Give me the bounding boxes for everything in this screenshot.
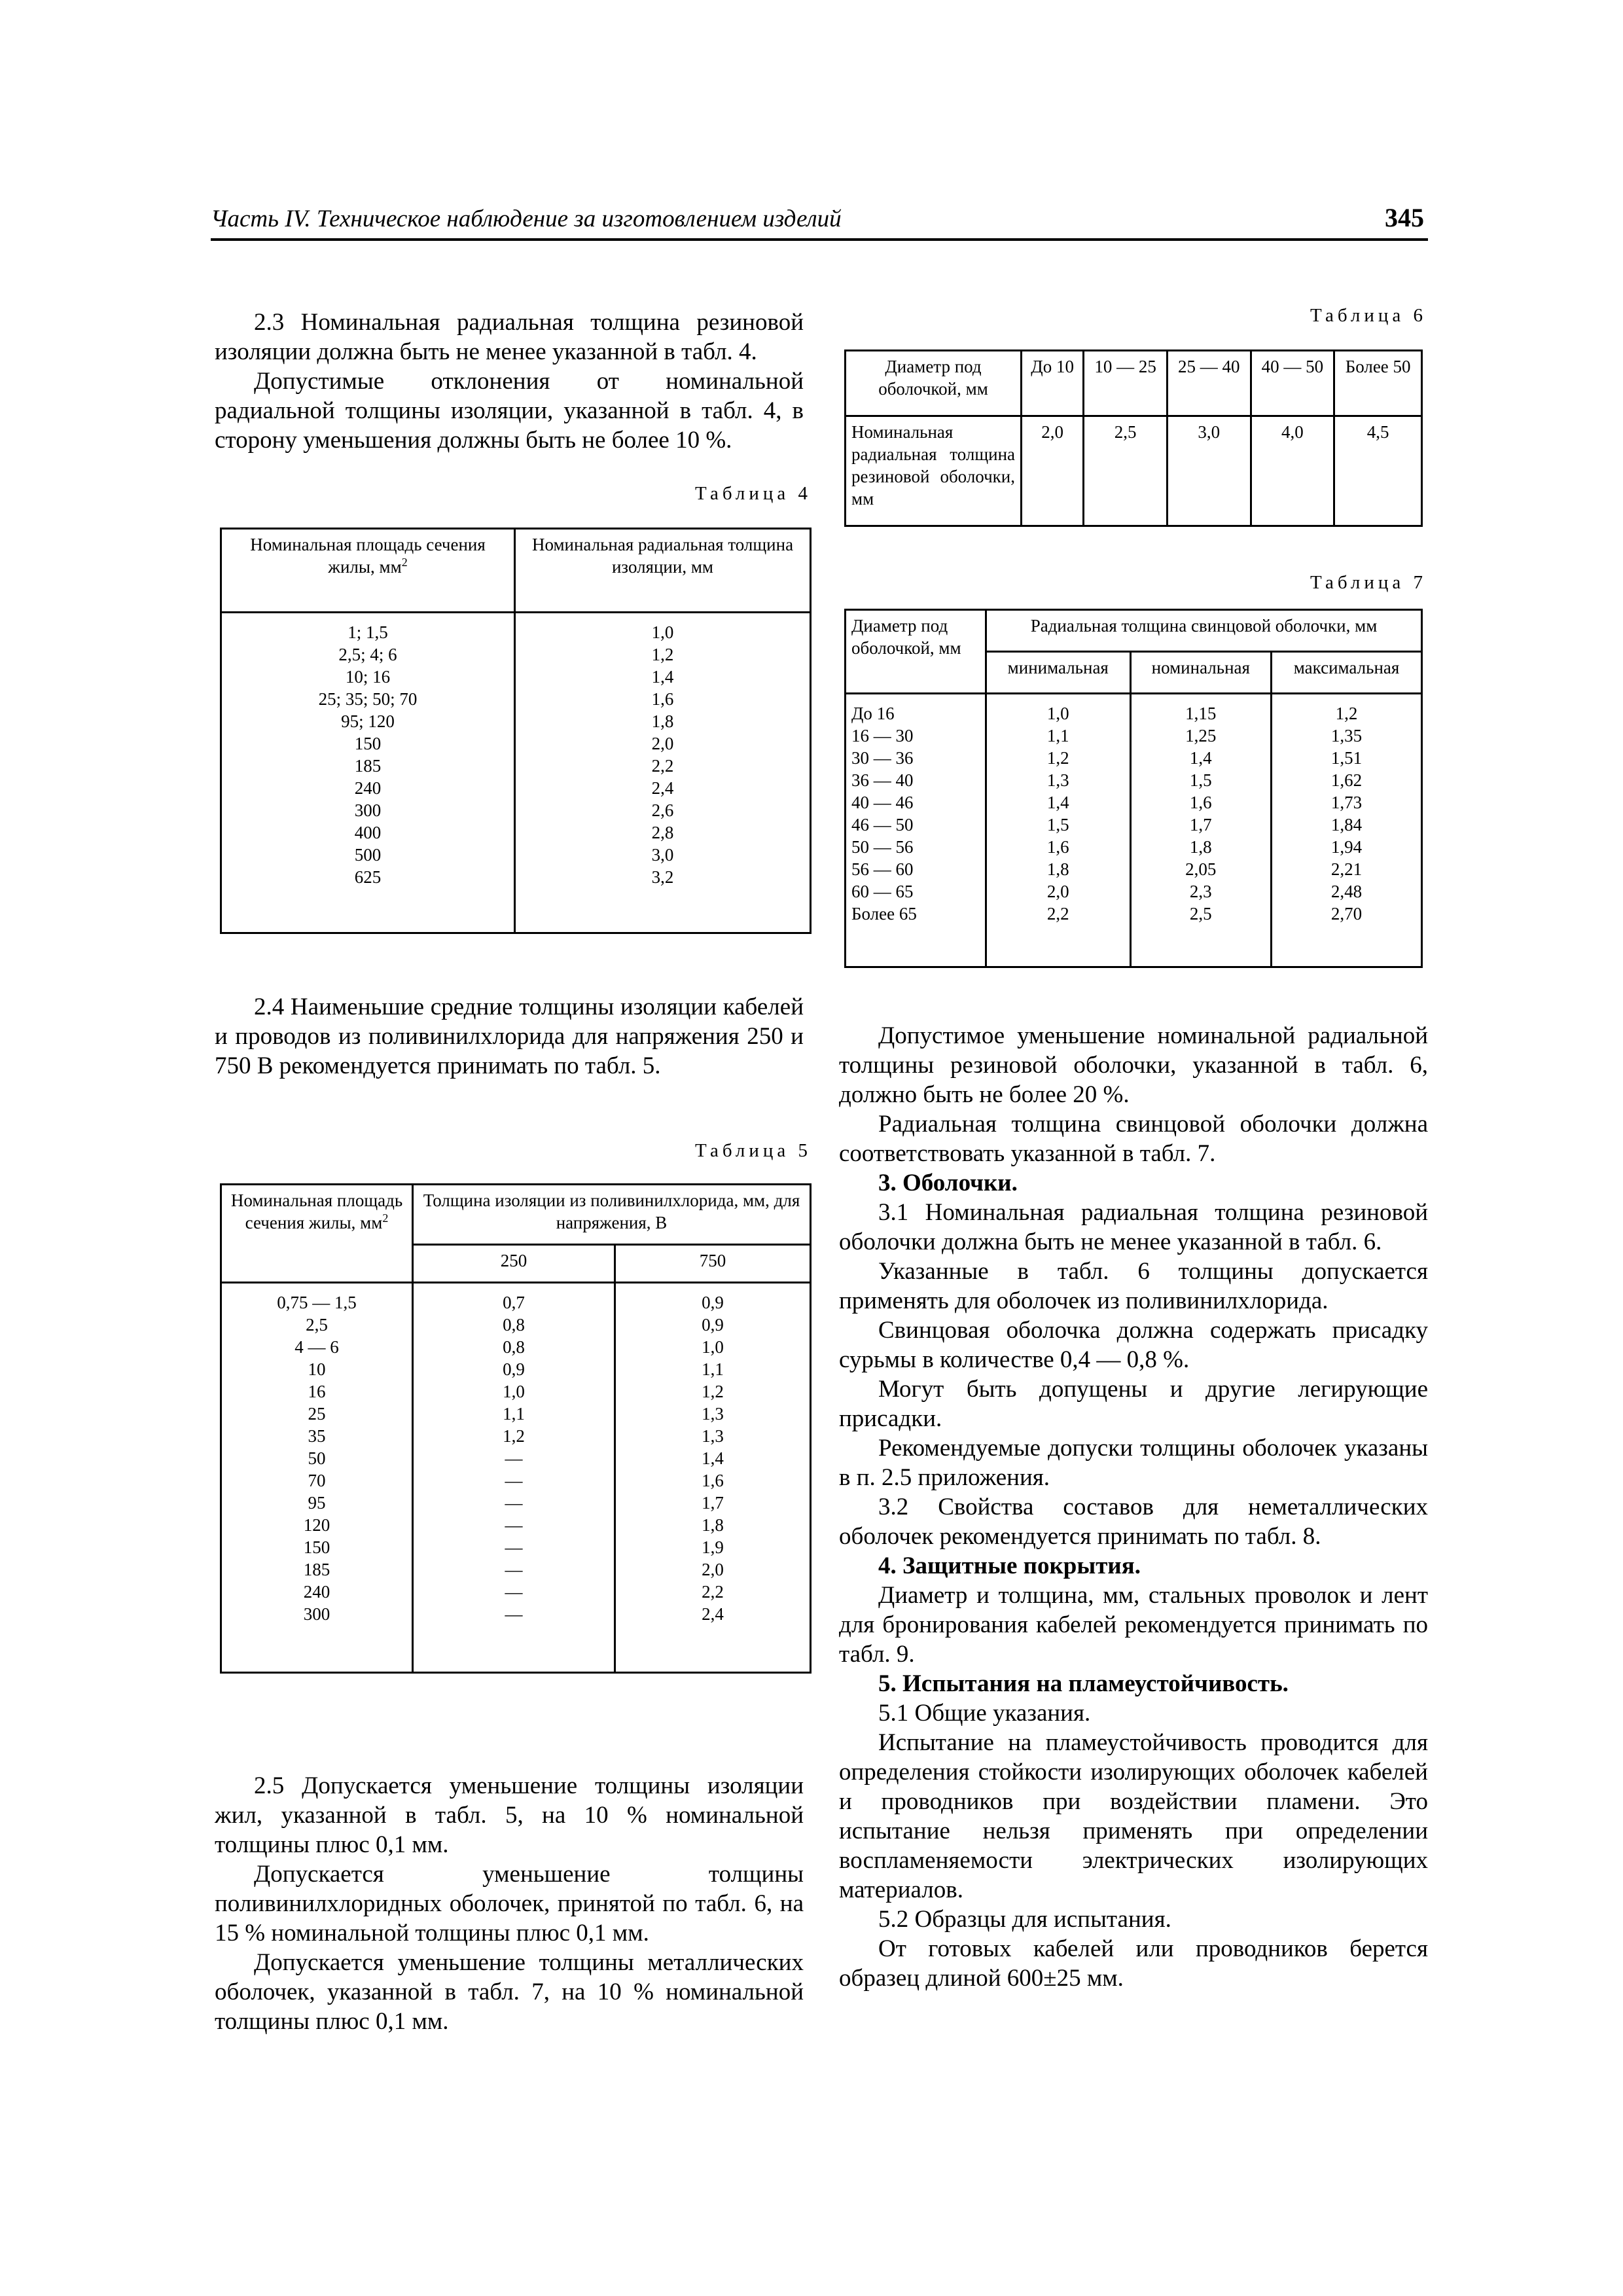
table-6-diameter-2: 10 — 25 [1084,351,1168,416]
table-6-thickness-3: 3,0 [1167,416,1251,526]
paragraph: Испытание на пламеустойчивость проводится для определения стойкости изолирующих оболочек кабелей и проводников при воздействии пламени. Это испытание нельзя применять при определении воспламеняемости электрических изолирующих материалов. [839,1729,1428,1903]
paragraph: Допускается уменьшение толщины металлических оболочек, указанной в табл. 7, на 10 % номинальной толщины плюс 0,1 мм. [215,1949,804,2035]
paragraph: Рекомендуемые допуски толщины оболочек указаны в п. 2.5 приложения. [839,1435,1428,1491]
paragraph: Свинцовая оболочка должна содержать присадку сурьмы в количестве 0,4 — 0,8 %. [839,1317,1428,1373]
table-7 [844,609,1423,968]
table-5-header-250: 250 [413,1245,615,1283]
paragraph: Могут быть допущены и другие легирующие присадки. [839,1376,1428,1432]
table-5-col-area: 0,75 — 1,5 2,5 4 — 6 10 16 25 35 50 70 95 120 150 185 240 300 [221,1283,413,1673]
heading-4: 4. Защитные покрытия. [878,1552,1141,1579]
table-5-header-area: Номинальная площадь сечения жилы, $мм^2$ [221,1185,413,1283]
header-title: Часть IV. Техническое наблюдение за изготовлением изделий [211,206,842,232]
paragraph: Диаметр и толщина, мм, стальных проволок и лент для бронирования кабелей рекомендуется принимать по табл. 9. [839,1582,1428,1668]
paragraph: Допустимое уменьшение номинальной радиальной толщины резиновой оболочки, указанной в табл. 6, должно быть не более 20 %. [839,1022,1428,1108]
table-6-thickness-2: 2,5 [1084,416,1168,526]
table-6-header-diameter: Диаметр под оболочкой, мм [846,351,1022,416]
table-7-col-min: 1,0 1,1 1,2 1,3 1,4 1,5 1,6 1,8 2,0 2,2 [986,694,1131,967]
table-7-header-thickness: Радиальная толщина свинцовой оболочки, мм [986,610,1422,652]
table-5-col-750: 0,9 0,9 1,0 1,1 1,2 1,3 1,3 1,4 1,6 1,7 1,8 1,9 2,0 2,2 2,4 [615,1283,811,1673]
table-4 [220,528,812,934]
section-2-4 [215,992,804,1081]
right-column-text [839,1021,1428,1993]
section-2-3 [215,308,804,455]
paragraph: 2.4 Наименьшие средние толщины изоляции кабелей и проводов из поливинилхлорида для напряжения 250 и 750 В рекомендуется принимать по табл. 5. [215,994,804,1079]
table-5 [220,1183,812,1674]
table-5-header-thickness: Толщина изоляции из поливинилхлорида, мм, для напряжения, В [413,1185,811,1245]
heading-3: 3. Оболочки. [878,1170,1018,1196]
section-2-5 [215,1771,804,2036]
table-6-thickness-5: 4,5 [1334,416,1422,526]
paragraph: 2.5 Допускается уменьшение толщины изоляции жил, указанной в табл. 5, на 10 % номинальной толщины плюс 0,1 мм. [215,1772,804,1858]
table-4-header-area: Номинальная площадь сечения жилы, $мм^2$ [221,529,515,613]
paragraph: От готовых кабелей или проводников берется образец длиной 600±25 мм. [839,1935,1428,1992]
table-4-label: Таблица 4 [694,483,812,504]
table-6-thickness-1: 2,0 [1022,416,1084,526]
table-6-label: Таблица 6 [1310,305,1427,326]
table-6-header-thickness: Номинальная радиальная толщина резиновой оболочки, мм [846,416,1022,526]
heading-5: 5. Испытания на пламеустойчивость. [878,1670,1289,1697]
paragraph: Допустимые отклонения от номинальной радиальной толщины изоляции, указанной в табл. 4, в сторону уменьшения должны быть не более 10 %. [215,368,804,454]
table-7-header-min: минимальная [986,652,1131,694]
table-7-col-nom: 1,15 1,25 1,4 1,5 1,6 1,7 1,8 2,05 2,3 2,5 [1130,694,1272,967]
paragraph: 3.2 Свойства составов для неметаллических оболочек рекомендуется принимать по табл. 8. [839,1494,1428,1550]
table-6-diameter-5: Более 50 [1334,351,1422,416]
running-header [211,194,1428,241]
table-7-label: Таблица 7 [1310,572,1427,593]
table-7-col-max: 1,2 1,35 1,51 1,62 1,73 1,84 1,94 2,21 2,48 2,70 [1272,694,1422,967]
paragraph: 2.3 Номинальная радиальная толщина резиновой изоляции должна быть не менее указанной в табл. 4. [215,309,804,365]
table-6-thickness-4: 4,0 [1251,416,1334,526]
table-6-diameter-3: 25 — 40 [1167,351,1251,416]
table-7-col-diameter: До 16 16 — 30 30 — 36 36 — 40 40 — 46 46 — 50 50 — 56 56 — 60 60 — 65 Более 65 [846,694,986,967]
heading-5-2: 5.2 Образцы для испытания. [878,1906,1171,1933]
table-5-label: Таблица 5 [694,1140,812,1161]
table-6-diameter-1: До 10 [1022,351,1084,416]
table-6 [844,350,1423,527]
table-7-header-diameter: Диаметр под оболочкой, мм [846,610,986,694]
table-4-col-thickness: 1,0 1,2 1,4 1,6 1,8 2,0 2,2 2,4 2,6 2,8 3,0 3,2 [515,613,811,933]
table-5-col-250: 0,7 0,8 0,8 0,9 1,0 1,1 1,2 — — — — — — — — [413,1283,615,1673]
table-5-header-750: 750 [615,1245,811,1283]
paragraph: Указанные в табл. 6 толщины допускается применять для оболочек из поливинилхлорида. [839,1258,1428,1314]
table-4-header-thickness: Номинальная радиальная толщина изоляции, мм [515,529,811,613]
heading-5-1: 5.1 Общие указания. [878,1700,1091,1727]
paragraph: Радиальная толщина свинцовой оболочки должна соответствовать указанной в табл. 7. [839,1111,1428,1167]
paragraph: Допускается уменьшение толщины поливинилхлоридных оболочек, принятой по табл. 6, на 15 % номинальной толщины плюс 0,1 мм. [215,1861,804,1946]
page-number: 345 [1385,203,1424,232]
paragraph: 3.1 Номинальная радиальная толщина резиновой оболочки должна быть не менее указанной в табл. 6. [839,1199,1428,1255]
table-6-diameter-4: 40 — 50 [1251,351,1334,416]
table-4-col-area: 1; 1,5 2,5; 4; 6 10; 16 25; 35; 50; 70 95; 120 150 185 240 300 400 500 625 [221,613,515,933]
table-7-header-nom: номинальная [1130,652,1272,694]
table-7-header-max: максимальная [1272,652,1422,694]
